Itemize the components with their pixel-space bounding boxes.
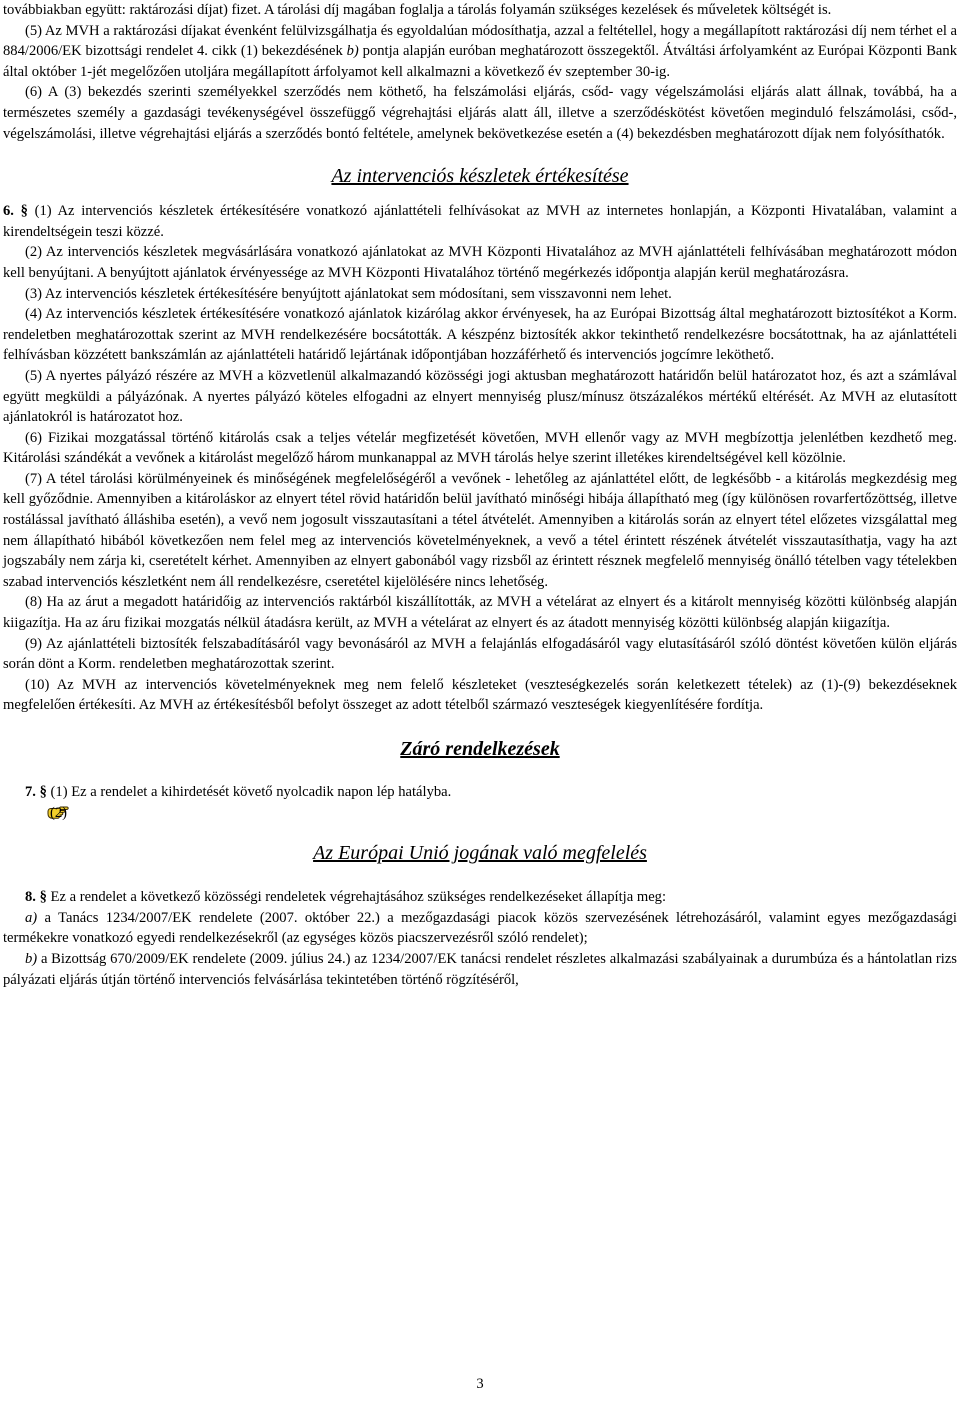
section-6-paragraph-8	[3, 592, 957, 633]
text-run: (10) Az MVH az intervenciós követelményeknek meg nem felelő készleteket (veszteségkezelés során keletkezett tételek) az (1)-(9) bekezdéseknek megfelelően értékesíti. Az MVH az értékesítésből befolyt összeget az adott tételből származó veszteségek kiegyenlítésére fordítja.	[3, 676, 957, 714]
section-8-item-b	[3, 949, 957, 990]
item-label: b)	[25, 950, 38, 967]
item-text: a Bizottság 670/2009/EK rendelete (2009. július 24.) az 1234/2007/EK tanácsi rendelet részletes alkalmazási szabályainak a durumbúza és a hántolatlan rizs pályázati eljárás útján történő intervenciós felvásárlása tekintetében történő rögzítéséről,	[3, 950, 957, 988]
text-run: (2) Az intervenciós készletek megvásárlására vonatkozó ajánlatokat az MVH Központi Hivatalához az MVH ajánlattételi felhívásában meghatározott módon kell benyújtani. A benyújtott ajánlatok érvényessége az MVH Központi Hivatalához történő megérkezés időpontja alapján kerül meghatározásra.	[3, 244, 957, 281]
section-8	[3, 887, 957, 990]
item-label: a)	[25, 909, 38, 926]
section-6-paragraph-3	[3, 284, 957, 305]
section-6-text-1: (1) Az intervenciós készletek értékesítésére vonatkozó ajánlattételi felhívásokat az MVH az internetes honlapján, a Központi Hivatalában, valamint a kirendeltségein teszi közzé.	[3, 203, 957, 240]
section-6-paragraph-7	[3, 469, 957, 593]
text-run: (3) Az intervenciós készletek értékesítésére benyújtott ajánlatokat sem módosítani, sem visszavonni nem lehet.	[25, 285, 672, 302]
section-6-paragraph-2	[3, 242, 957, 283]
section-7-text-1: (1) Ez a rendelet a kihirdetését követő nyolcadik napon lép hatályba.	[46, 784, 452, 800]
item-text: a Tanács 1234/2007/EK rendelete (2007. október 22.) a mezőgazdasági piacok közös szervezésének létrehozásáról, valamint egyes mezőgazdasági termékekre vonatkozó egyedi rendelkezésekről (az egységes közös piacszervezésről szóló rendelet);	[3, 909, 957, 947]
section-number: 8. §	[25, 889, 47, 906]
section-number: 6. §	[3, 203, 28, 220]
section-7-text-2: (2)	[50, 804, 68, 821]
document-page	[3, 0, 957, 990]
section-6-paragraph-5	[3, 366, 957, 428]
section-6-paragraph-1	[3, 201, 957, 242]
text-run: (5) Az MVH a raktározási díjakat évenként felülvizsgálhatja és egyoldalúan módosíthatja, azzal a feltétellel, hogy a megállapított raktározási díj nem térhet el a 884/2006/EK bizottsági rendelet 4. cikk (1) bekezdésének	[3, 22, 958, 60]
section-8-intro-text: Ez a rendelet a következő közösségi rendeletek végrehajtásához szükséges rendelkezéseket állapítja meg:	[46, 889, 667, 906]
paragraph-5	[3, 21, 957, 83]
section-number: 7. §	[25, 784, 47, 800]
text-run: (5) A nyertes pályázó részére az MVH a közvetlenül alkalmazandó közösségi jogi aktusban meghatározott határidőn belül határozatot hoz, és azt a számlával együtt megküldi a pályázónak. A nyertes pályázó köteles elfogadni az elnyert mennyiség plusz/mínusz ötszázalékos mértékű eltérését. Az MVH az elutasított ajánlatokról is határozatot hoz.	[3, 367, 957, 426]
section-heading-closing-provisions: Záró rendelkezések	[400, 738, 560, 760]
section-6-paragraph-4	[3, 304, 957, 366]
paragraph-6	[3, 82, 957, 144]
italic-text-run: b)	[346, 43, 359, 60]
section-7-paragraph-2	[3, 803, 957, 824]
text-run: (8) Ha az árut a megadott határidőig az intervenciós raktárból kiszállították, az MVH a vételárat az elnyert és a kitárolt mennyiség közötti különbség alapján kiigazítja. Ha az áru fizikai mozgatás nélkül átadásra került, az MVH a vételárat az elnyert és az átadott mennyiség közötti különbség alapján kiigazítja.	[3, 594, 957, 632]
page-number: 3	[476, 1376, 484, 1392]
section-6-paragraph-9	[3, 634, 957, 675]
section-heading-intervention-sales: Az intervenciós készletek értékesítése	[331, 165, 629, 188]
section-7-paragraph-1	[3, 782, 957, 803]
text-run: (7) A tétel tárolási körülményeinek és minőségének megfelelőségéről a vevőnek - lehetőleg az ajánlattétel előtt, de legkésőbb - a kitárolás megkezdésig meg kell győződnie. Amennyiben a kitároláskor az elnyert tétel rövid határidőn belül javítható minőségi hibája állapítható meg (így különösen rovarfertőzöttség, illetve rostálással javítható álláshiba esetén), a vevő nem jogosult visszautasítani a tétel átvételét. Amennyiben a kitárolás során az elnyert tétel előzetes vizsgálattal meg nem állapítható hibából következően nem felel meg az intervenciós követelményeknek, a vevő a tétel érintett részének átvételét visszautasíthatja, vagy ha azt jogszabály nem zárja ki, cseretételt kérhet. Amennyiben az elnyert gabonából vagy rizsből az érintett résznek megfelelő mennyiség önálló tételben vagy tételekben szabad intervenciós készletként nem áll rendelkezésre, cseretétel kijelölésére nincs lehetőség.	[3, 470, 957, 590]
pointing-hand-icon[interactable]	[25, 804, 47, 820]
section-6-paragraph-10	[3, 675, 957, 716]
text-run: (6) Fizikai mozgatással történő kitárolás csak a teljes vételár megfizetését követően, MVH ellenőr vagy az MVH megbízottja jelenlétben kezdhető meg. Kitárolási szándékát a vevőnek a kitárolást megelőző három munkanappal az MVH tárolás helye szerint illetékes kirendeltségével kell közölnie.	[3, 429, 957, 467]
section-7	[3, 782, 957, 823]
top-paragraphs	[3, 0, 957, 144]
text-run: (9) Az ajánlattételi biztosíték felszabadításáról vagy bevonásáról az MVH a felajánlás elfogadásáról vagy elutasításáról szóló döntést követően külön eljárás során dönt a Korm. rendeletben meghatározottak szerint.	[3, 635, 957, 673]
text-run: továbbiakban együtt: raktározási díjat) fizet. A tárolási díj magában foglalja a tárolás folyamán szükséges kezelések és műveletek költségét is.	[3, 2, 832, 18]
text-run: pontja alapján euróban meghatározott összegektől. Átváltási árfolyamként az Európai Központi Bank által október 1-jét megelőzően utoljára megállapított árfolyamot kell alkalmazni a következő év szeptember 30-ig.	[3, 43, 957, 80]
section-8-intro	[3, 887, 957, 908]
text-run: (4) Az intervenciós készletek értékesítésére vonatkozó ajánlatok kizárólag akkor érvényesek, ha az Európai Bizottság által meghatározott biztosítékot a Korm. rendeletben meghatározottak szerint az MVH rendelkezésére bocsátották. A készpénz biztosíték akkor tekinthető rendelkezésre bocsátottnak, ha az ajánlattételi felhívásban közzétett bankszámlán az ajánlattételi határidő lejártának időpontjában hozzáférhető és intervenciós jogcímre leköthető.	[3, 306, 957, 364]
section-8-item-a	[3, 908, 957, 949]
paragraph-continuation	[3, 0, 957, 21]
text-run: (6) A (3) bekezdés szerinti személyekkel szerződés nem köthető, ha felszámolási eljárás, csőd- vagy végelszámolási eljárás alatt állnak, továbbá, ha a természetes személy a gazdasági tevékenységével összefüggő végrehajtási eljárás alatt áll, illetve a szerződéskötést követően meginduló felszámolási, csőd-, végelszámolási, illetve végrehajtási eljárás a szerződés bontó feltétele, amelynek bekövetkezése esetén a (4) bekezdésben meghatározott díjak nem folyósíthatók.	[3, 84, 957, 142]
section-6-paragraph-6	[3, 428, 957, 469]
section-6	[3, 201, 957, 716]
section-heading-eu-law-compliance: Az Európai Unió jogának való megfelelés	[313, 842, 647, 865]
